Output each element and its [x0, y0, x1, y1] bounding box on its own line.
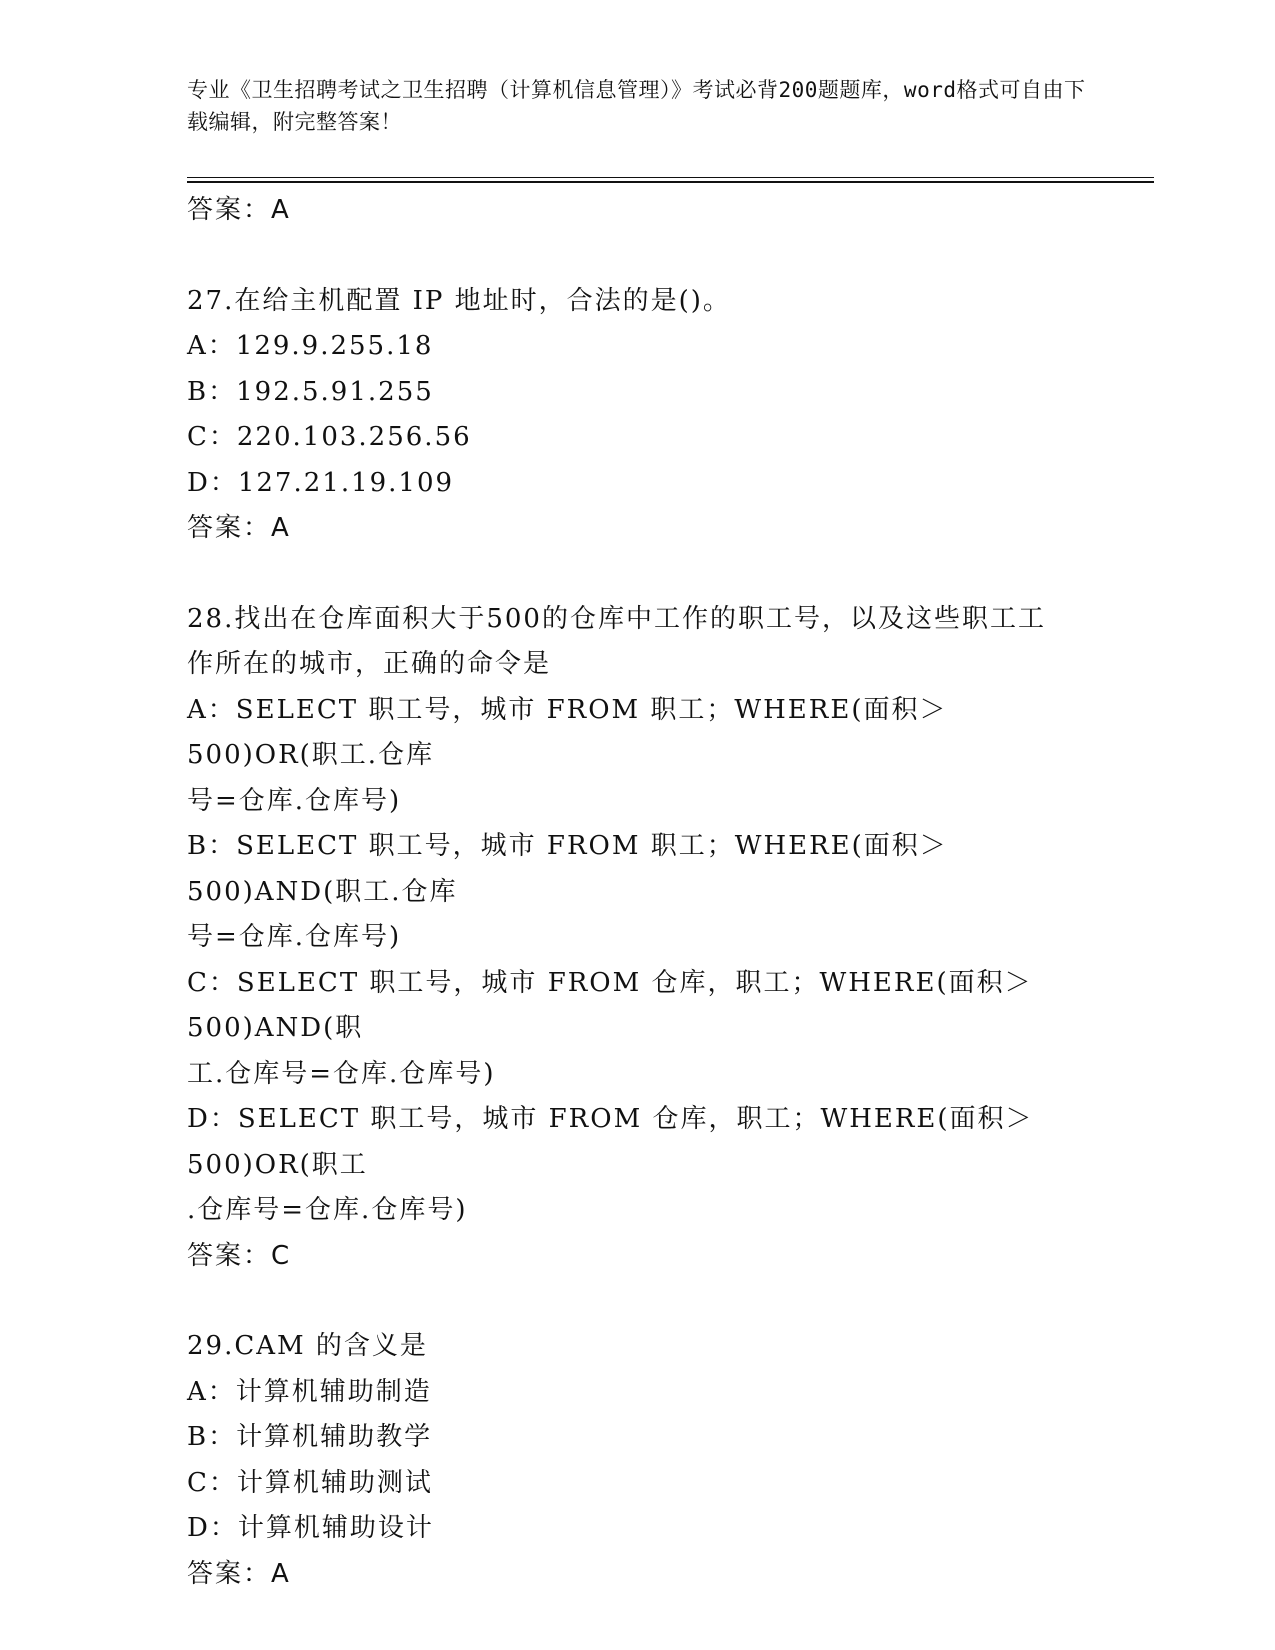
- option-a: A：计算机辅助制造: [187, 1376, 432, 1407]
- option-d: D：127.21.19.109: [187, 467, 455, 498]
- option-d: D：计算机辅助设计: [187, 1513, 434, 1543]
- spacer: [187, 234, 1087, 279]
- option-c: C：220.103.256.56: [187, 422, 472, 452]
- option-b: B：SELECT 职工号，城市 FROM 职工；WHERE(面积＞500)AND(职工.仓库: [187, 831, 948, 907]
- question-block: [187, 597, 1087, 1280]
- document-header: 专业《卫生招聘考试之卫生招聘（计算机信息管理）》考试必背200题题库，word格式可自由下载编辑，附完整答案！: [187, 78, 1086, 134]
- option-d-continued: .仓库号=仓库.仓库号): [187, 1195, 468, 1225]
- question-stem: 27.在给主机配置 IP 地址时，合法的是()。: [187, 285, 731, 316]
- spacer: [187, 552, 1087, 597]
- question-stem-continued: 作所在的城市，正确的命令是: [187, 649, 552, 679]
- option-c: C：SELECT 职工号，城市 FROM 仓库，职工；WHERE(面积＞500)AND(职: [187, 967, 1033, 1043]
- option-c-continued: 工.仓库号=仓库.仓库号): [187, 1058, 496, 1089]
- option-a: A：SELECT 职工号，城市 FROM 职工；WHERE(面积＞500)OR(职工.仓库: [187, 694, 948, 770]
- previous-answer: 答案：A: [187, 195, 291, 225]
- answer-line: 答案：C: [187, 1240, 292, 1271]
- option-b: B：计算机辅助教学: [187, 1422, 433, 1452]
- answer-line: 答案：A: [187, 1558, 291, 1589]
- question-list: [187, 188, 1087, 1597]
- answer-line: 答案：A: [187, 513, 291, 543]
- header-divider-thin: [187, 177, 1154, 178]
- option-c: C：计算机辅助测试: [187, 1467, 433, 1498]
- option-b: B：192.5.91.255: [187, 376, 434, 407]
- spacer: [187, 1279, 1087, 1324]
- header-divider-thick: [187, 181, 1154, 183]
- question-block: [187, 1324, 1087, 1597]
- option-a-continued: 号=仓库.仓库号): [187, 785, 402, 816]
- question-stem: 29.CAM 的含义是: [187, 1331, 428, 1361]
- option-a: A：129.9.255.18: [187, 331, 434, 361]
- question-block: [187, 279, 1087, 552]
- option-b-continued: 号=仓库.仓库号): [187, 922, 402, 952]
- question-stem: 28.找出在仓库面积大于500的仓库中工作的职工号，以及这些职工工: [187, 603, 1046, 634]
- option-d: D：SELECT 职工号，城市 FROM 仓库，职工；WHERE(面积＞500)OR(职工: [187, 1104, 1034, 1180]
